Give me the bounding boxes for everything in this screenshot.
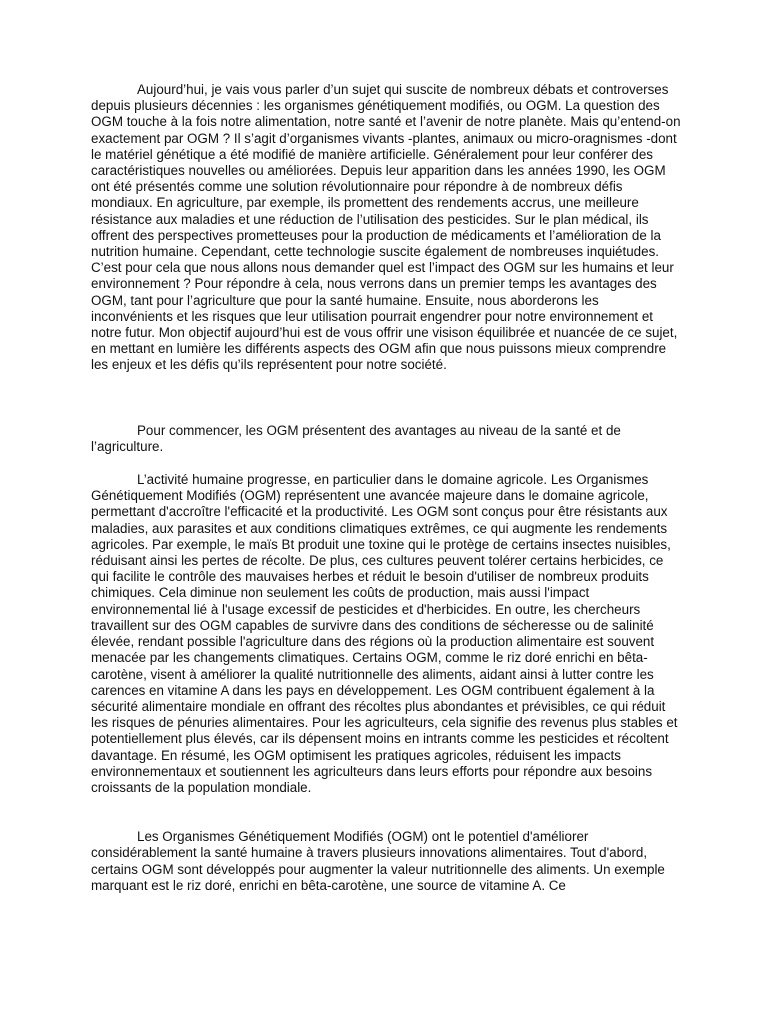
agriculture-paragraph: L’activité humaine progresse, en particulier dans le domaine agricole. Les Organismes Génétiquement Modifiés (OGM) représentent une avancée majeure dans le domaine agricole, permettant d'accroître l'efficacité et la productivité. Les OGM sont conçus pour être résistants aux maladies, aux parasites et aux conditions climatiques extrêmes, ce qui augmente les rendements agricoles. Par exemple, le maïs Bt produit une toxine qui le protège de certains insectes nuisibles, réduisant ainsi les pertes de récolte. De plus, ces cultures peuvent tolérer certains herbicides, ce qui facilite le contrôle des mauvaises herbes et réduit le besoin d'utiliser de nombreux produits chimiques. Cela diminue non seulement les coûts de production, mais aussi l'impact environnemental lié à l'usage excessif de pesticides et d'herbicides. En outre, les chercheurs travaillent sur des OGM capables de survivre dans des conditions de sécheresse ou de salinité élevée, rendant possible l'agriculture dans des régions où la production alimentaire est souvent menacée par les changements climatiques. Certains OGM, comme le riz doré enrichi en bêta-carotène, visent à améliorer la qualité nutritionnelle des aliments, aidant ainsi à lutter contre les carences en vitamine A dans les pays en développement. Les OGM contribuent également à la sécurité alimentaire mondiale en offrant des récoltes plus abondantes et prévisibles, ce qui réduit les risques de pénuries alimentaires. Pour les agriculteurs, cela signifie des revenus plus stables et potentiellement plus élevés, car ils dépensent moins en intrants comme les pesticides et récoltent davantage. En résumé, les OGM optimisent les pratiques agricoles, réduisent les impacts environnementaux et soutiennent les agriculteurs dans leurs efforts pour répondre aux besoins croissants de la population mondiale. bbox=[91, 472, 678, 795]
document-page bbox=[91, 82, 682, 894]
intro-paragraph: Aujourd’hui, je vais vous parler d’un sujet qui suscite de nombreux débats et controverses depuis plusieurs décennies : les organismes génétiquement modifiés, ou OGM. La question des OGM touche à la fois notre alimentation, notre santé et l’avenir de notre planète. Mais qu’entend-on exactement par OGM ? Il s’agit d’organismes vivants -plantes, animaux ou micro-oragnismes -dont le matériel génétique a été modifié de manière artificielle. Généralement pour leur conférer des caractéristiques nouvelles ou améliorées. Depuis leur apparition dans les années 1990, les OGM ont été présentés comme une solution révolutionnaire pour répondre à de nombreux défis mondiaux. En agriculture, par exemple, ils promettent des rendements accrus, une meilleure résistance aux maladies et une réduction de l’utilisation des pesticides. Sur le plan médical, ils offrent des perspectives prometteuses pour la production de médicaments et l’amélioration de la nutrition humaine. Cependant, cette technologie suscite également de nombreuses inquiétudes. C’est pour cela que nous allons nous demander quel est l’impact des OGM sur les humains et leur environnement ? Pour répondre à cela, nous verrons dans un premier temps les avantages des OGM, tant pour l’agriculture que pour la santé humaine. Ensuite, nous aborderons les inconvénients et les risques que leur utilisation pourrait engendrer pour notre environnement et notre futur. Mon objectif aujourd’hui est de vous offrir une visison équilibrée et nuancée de ce sujet, en mettant en lumière les différents aspects des OGM afin que nous puissons mieux comprendre les enjeux et les défis qu’ils représentent pour notre société. bbox=[91, 82, 681, 373]
health-paragraph: Les Organismes Génétiquement Modifiés (OGM) ont le potentiel d'améliorer considérablement la santé humaine à travers plusieurs innovations alimentaires. Tout d'abord, certains OGM sont développés pour augmenter la valeur nutritionnelle des aliments. Un exemple marquant est le riz doré, enrichi en bêta-carotène, une source de vitamine A. Ce bbox=[91, 829, 665, 893]
transition-paragraph: Pour commencer, les OGM présentent des avantages au niveau de la santé et de l’agriculture. bbox=[91, 422, 621, 454]
